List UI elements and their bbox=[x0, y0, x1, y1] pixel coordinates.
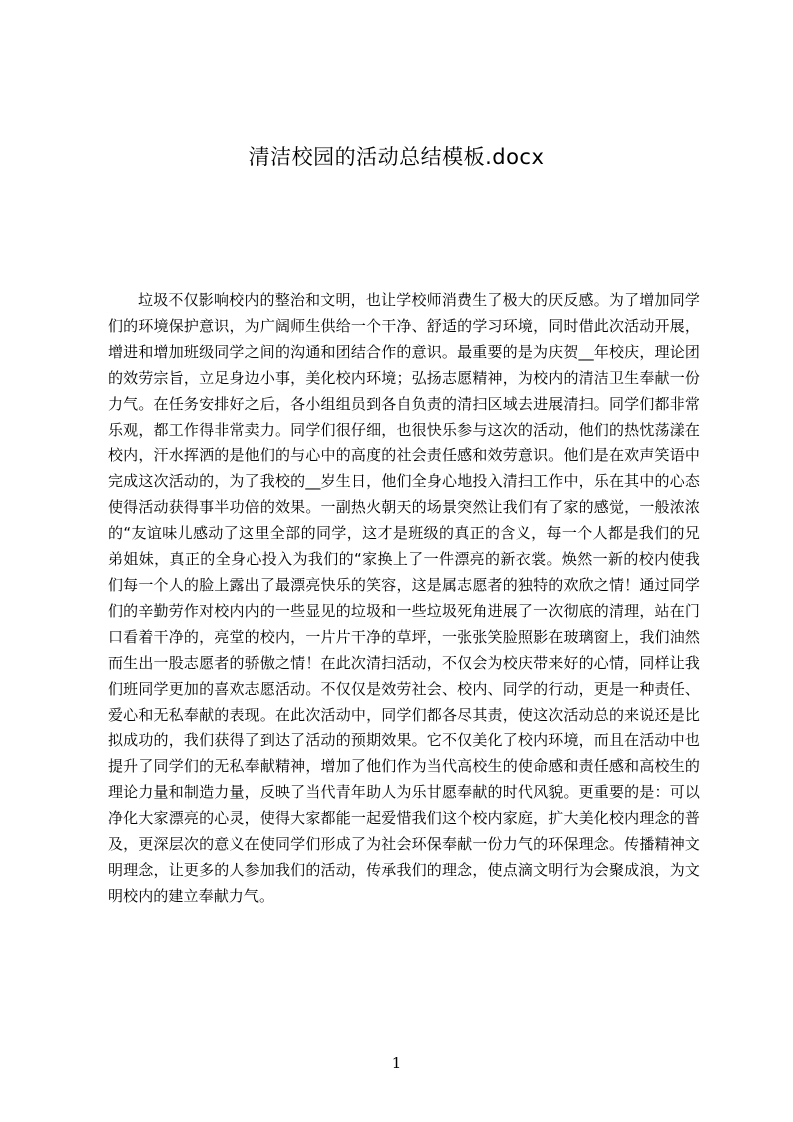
document-title: 清洁校园的活动总结模板.docx bbox=[248, 145, 545, 169]
body-paragraph: 垃圾不仅影响校内的整治和文明，也让学校师消费生了极大的厌反感。为了增加同学们的环境保护意识，为广阔师生供给一个干净、舒适的学习环境，同时借此次活动开展，增进和增加班级同学之间的沟通和团结合作的意识。最重要的是为庆贺__年校庆，理论团的效劳宗旨，立足身边小事，美化校内环境；弘扬志愿精神，为校内的清洁卫生奉献一份力气。在任务安排好之后，各小组组员到各自负责的清扫区域去进展清扫。同学们都非常乐观，都工作得非常卖力。同学们很仔细，也很快乐参与这次的活动，他们的热忱荡漾在校内，汗水挥洒的是他们的与心中的高度的社会责任感和效劳意识。他们是在欢声笑语中完成这次活动的，为了我校的__岁生日，他们全身心地投入清扫工作中，乐在其中的心态使得活动获得事半功倍的效果。一副热火朝天的场景突然让我们有了家的感觉，一般浓浓的“友谊味儿感动了这里全部的同学，这才是班级的真正的含义，每一个人都是我们的兄弟姐妹，真正的全身心投入为我们的“家换上了一件漂亮的新衣裳。焕然一新的校内使我们每一个人的脸上露出了最漂亮快乐的笑容，这是属志愿者的独特的欢欣之情！通过同学们的辛勤劳作对校内内的一些显见的垃圾和一些垃圾死角进展了一次彻底的清理，站在门口看着干净的，亮堂的校内，一片片干净的草坪，一张张笑脸照影在玻璃窗上，我们油然而生出一股志愿者的骄傲之情！在此次清扫活动，不仅会为校庆带来好的心情，同样让我们班同学更加的喜欢志愿活动。不仅仅是效劳社会、校内、同学的行动，更是一种责任、爱心和无私奉献的表现。在此次活动中，同学们都各尽其责，使这次活动总的来说还是比拟成功的，我们获得了到达了活动的预期效果。它不仅美化了校内环境，而且在活动中也提升了同学们的无私奉献精神，增加了他们作为当代高校生的使命感和责任感和高校生的理论力量和制造力量，反映了当代青年助人为乐甘愿奉献的时代风貌。更重要的是：可以净化大家漂亮的心灵，使得大家都能一起爱惜我们这个校内家庭，扩大美化校内理念的普及，更深层次的意义在使同学们形成了为社会环保奉献一份力气的环保理念。传播精神文明理念，让更多的人参加我们的活动，传承我们的理念，使点滴文明行为会聚成浪，为文明校内的建立奉献力气。 bbox=[108, 291, 700, 905]
page-number: 1 bbox=[391, 1054, 402, 1072]
